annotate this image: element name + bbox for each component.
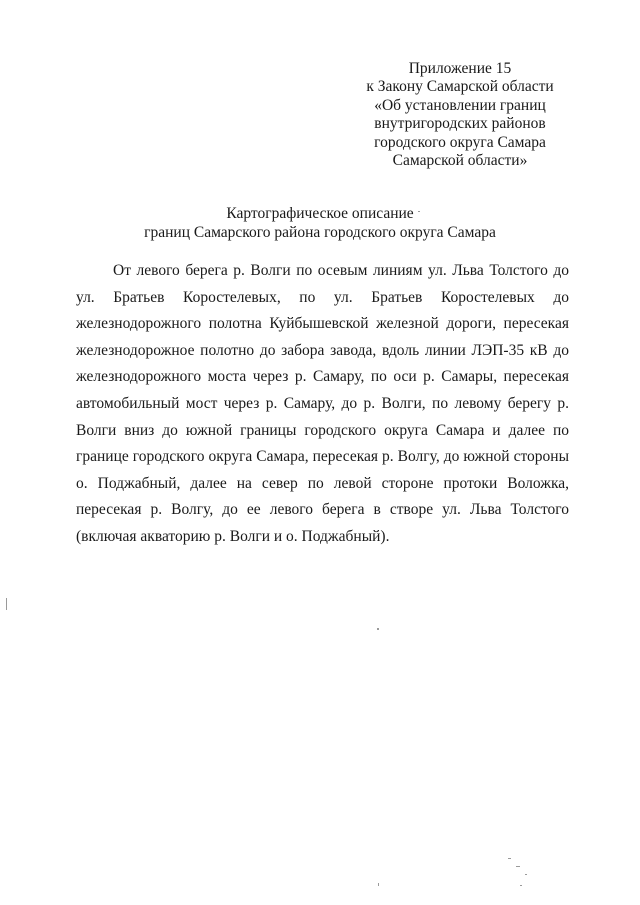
appendix-line: к Закону Самарской области (366, 78, 554, 96)
scan-artifact (516, 866, 520, 867)
appendix-line: городского округа Самара (374, 133, 546, 151)
boundary-description-paragraph: От левого берега р. Волги по осевым линиям ул. Льва Толстого до ул. Братьев Коростелевых, по ул. Братьев Коростелевых до железнодорожного полотна Куйбышевской железной дороги, пересекая железнодорожное полотно до забора завода, вдоль линии ЛЭП-35 кВ до железнодорожного моста через р. Самару, по оси р. Самары, пересекая автомобильный мост через р. Самару, до р. Волги, по левому берегу р. Волги вниз до южной границы городского округа Самара и далее по границе городского округа Самара, пересекая р. Волгу, до южной стороны о. Поджабный, далее на север по левой стороне протоки Воложка, пересекая р. Волгу, до ее левого берега в створе ул. Льва Толстого (включая акваторию р. Волги и о. Поджабный). (76, 262, 569, 545)
scan-artifact (418, 211, 420, 212)
scan-artifact (520, 885, 522, 886)
scan-artifact (377, 628, 379, 630)
scan-artifact (378, 883, 379, 886)
document-title (0, 204, 640, 242)
scan-artifact (6, 598, 7, 610)
appendix-line: Приложение 15 (408, 60, 512, 77)
scan-artifact (508, 858, 511, 859)
title-line-2: границ Самарского района городского округа Самара (144, 224, 496, 241)
appendix-line: «Об установлении границ (374, 96, 546, 114)
appendix-line: внутригородских районов (374, 115, 546, 133)
appendix-line: Самарской области» (392, 152, 528, 170)
scan-artifact (525, 874, 527, 875)
title-line-1: Картографическое описание (226, 205, 414, 222)
appendix-header (340, 60, 580, 170)
